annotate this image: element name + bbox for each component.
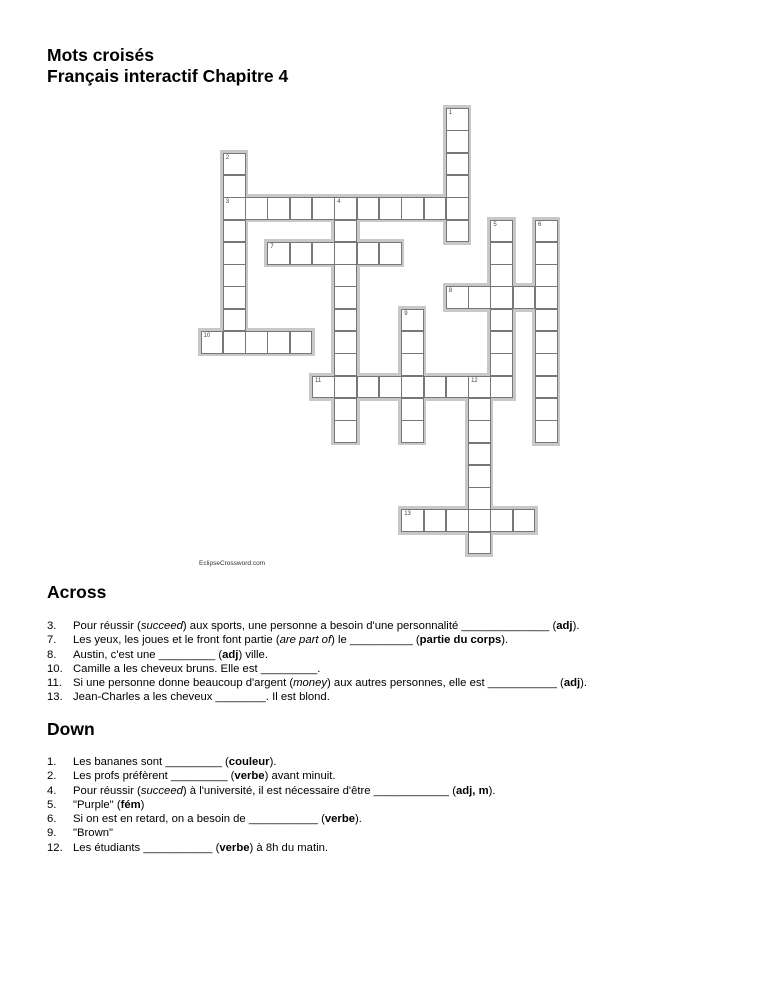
grid-cell[interactable] [223, 309, 246, 332]
clue-text: Camille a les cheveux bruns. Elle est _________. [73, 662, 321, 675]
grid-cell[interactable] [379, 376, 402, 399]
grid-cell[interactable] [513, 286, 536, 309]
grid-cell[interactable] [468, 532, 491, 555]
grid-cell[interactable] [401, 197, 424, 220]
clue-number-label: 8 [448, 288, 453, 295]
clue-text: Si on est en retard, on a besoin de ___________ (verbe). [73, 813, 362, 826]
grid-cell[interactable] [201, 331, 224, 354]
grid-cell[interactable] [290, 197, 313, 220]
grid-cell[interactable] [334, 286, 357, 309]
clue-number: 2. [47, 770, 57, 783]
clue-number-label: 9 [404, 310, 408, 317]
grid-cell[interactable] [401, 509, 424, 532]
clue-number: 6. [47, 813, 57, 826]
grid-cell[interactable] [267, 331, 290, 354]
clue-text: "Purple" (fém) [73, 798, 145, 811]
grid-cell[interactable] [535, 242, 558, 265]
clue-number: 7. [47, 634, 57, 647]
clue-number-label: 12 [471, 377, 478, 384]
grid-cell[interactable] [357, 376, 380, 399]
grid-cell[interactable] [535, 353, 558, 376]
grid-cell[interactable] [401, 309, 424, 332]
clue-number: 13. [47, 691, 63, 704]
grid-cell[interactable] [334, 220, 357, 243]
grid-cell[interactable] [490, 509, 513, 532]
credit-text: EclipseCrossword.com [199, 560, 266, 567]
clue-number: 4. [47, 784, 57, 797]
grid-cell[interactable] [334, 398, 357, 421]
grid-cell[interactable] [334, 353, 357, 376]
grid-cell[interactable] [490, 353, 513, 376]
clue-number-label: 4 [337, 199, 341, 206]
grid-cell[interactable] [334, 420, 357, 443]
clue-number-label: 1 [448, 110, 453, 116]
clue-text: Austin, c'est une _________ (adj) ville. [73, 648, 268, 661]
grid-cell[interactable] [223, 220, 246, 243]
clue-number: 1. [47, 756, 57, 768]
grid-cell[interactable] [446, 153, 469, 176]
page-title-line-1: Mots croisés [47, 45, 154, 65]
clue-text: Pour réussir (succeed) aux sports, une personne a besoin d'une personnalité ______________ (adj). [73, 620, 580, 632]
clue-number: 11. [47, 677, 62, 690]
grid-cell[interactable] [334, 197, 357, 220]
grid-cell[interactable] [401, 353, 424, 376]
clue-number-label: 11 [315, 377, 322, 384]
grid-cell[interactable] [312, 242, 335, 265]
grid-cell[interactable] [535, 220, 558, 243]
grid-cell[interactable] [535, 398, 558, 421]
page-title-line-2: Français interactif Chapitre 4 [47, 66, 289, 86]
grid-cell[interactable] [245, 331, 268, 354]
clue-number-label: 10 [203, 333, 211, 339]
grid-cell[interactable] [446, 197, 469, 220]
grid-cell[interactable] [357, 242, 380, 265]
grid-cell[interactable] [535, 376, 558, 399]
clue-number-label: 6 [538, 221, 542, 228]
clue-number-label: 3 [225, 199, 230, 206]
clue-text: Les yeux, les joues et le front font partie (are part of) le __________ (partie du corps). [73, 634, 509, 647]
grid-cell[interactable] [334, 242, 357, 265]
grid-cell[interactable] [334, 264, 357, 287]
clue-number-label: 7 [270, 243, 274, 250]
grid-cell[interactable] [468, 465, 491, 488]
grid-cell[interactable] [290, 331, 313, 354]
grid-cell[interactable] [401, 398, 424, 421]
grid-cell[interactable] [446, 286, 469, 309]
clue-number: 5. [47, 798, 57, 811]
grid-cell[interactable] [490, 220, 513, 243]
grid-cell[interactable] [223, 197, 246, 220]
grid-cell[interactable] [401, 420, 424, 443]
grid-cell[interactable] [312, 376, 335, 399]
grid-cell[interactable] [490, 242, 513, 265]
grid-cell[interactable] [535, 264, 558, 287]
clue-number-label: 2 [225, 154, 230, 161]
clue-number-label: 5 [493, 221, 497, 228]
grid-cell[interactable] [446, 509, 469, 532]
clue-text: Jean-Charles a les cheveux ________. Il est blond. [73, 691, 330, 704]
across-heading: Across [47, 582, 107, 602]
grid-cell[interactable] [468, 420, 491, 443]
grid-cell[interactable] [468, 487, 491, 510]
clue-number: 10. [47, 662, 63, 675]
grid-cell[interactable] [490, 309, 513, 332]
grid-cell[interactable] [535, 420, 558, 443]
grid-cell[interactable] [446, 220, 469, 243]
grid-cell[interactable] [468, 398, 491, 421]
clue-number: 8. [47, 648, 57, 661]
clue-number-label: 13 [404, 511, 411, 518]
clue-number: 3. [47, 620, 57, 632]
grid-cell[interactable] [223, 175, 246, 198]
grid-cell[interactable] [468, 443, 491, 466]
grid-cell[interactable] [379, 242, 402, 265]
grid-cell[interactable] [334, 309, 357, 332]
grid-cell[interactable] [535, 309, 558, 332]
clue-text: Pour réussir (succeed) à l'université, il est nécessaire d'être ____________ (adj, m). [73, 784, 496, 797]
grid-cell[interactable] [223, 286, 246, 309]
grid-cell[interactable] [490, 376, 513, 399]
grid-cell[interactable] [223, 242, 246, 265]
grid-cell[interactable] [468, 509, 491, 532]
grid-cell[interactable] [424, 376, 447, 399]
grid-cell[interactable] [446, 108, 469, 131]
clue-text: Les étudiants ___________ (verbe) à 8h du matin. [73, 841, 329, 854]
grid-cell[interactable] [223, 153, 246, 176]
grid-cell[interactable] [290, 242, 313, 265]
down-heading: Down [47, 719, 95, 739]
grid-cell[interactable] [490, 264, 513, 287]
grid-cell[interactable] [401, 376, 424, 399]
grid-cell[interactable] [245, 197, 268, 220]
grid-cell[interactable] [267, 242, 290, 265]
grid-cell[interactable] [267, 197, 290, 220]
grid-cell[interactable] [334, 376, 357, 399]
grid-cell[interactable] [334, 331, 357, 354]
grid-cell[interactable] [446, 130, 469, 153]
grid-cell[interactable] [312, 197, 335, 220]
grid-cell[interactable] [379, 197, 402, 220]
clue-number: 12. [47, 841, 63, 854]
grid-cell[interactable] [446, 376, 469, 399]
grid-cell[interactable] [513, 509, 536, 532]
grid-cell[interactable] [424, 509, 447, 532]
clue-text: Les profs préfèrent _________ (verbe) avant minuit. [73, 770, 336, 783]
grid-cell[interactable] [223, 264, 246, 287]
grid-cell[interactable] [535, 286, 558, 309]
grid-cell[interactable] [424, 197, 447, 220]
grid-cell[interactable] [490, 331, 513, 354]
grid-cell[interactable] [401, 331, 424, 354]
grid-cell[interactable] [446, 175, 469, 198]
grid-cell[interactable] [535, 331, 558, 354]
clue-text: "Brown" [73, 827, 114, 840]
clue-text: Les bananes sont _________ (couleur). [73, 756, 277, 768]
grid-cell[interactable] [468, 376, 491, 399]
clue-number: 9. [47, 827, 57, 840]
grid-cell[interactable] [357, 197, 380, 220]
grid-cell[interactable] [490, 286, 513, 309]
grid-cell[interactable] [223, 331, 246, 354]
clue-text: Si une personne donne beaucoup d'argent (money) aux autres personnes, elle est ___________ (adj). [73, 677, 588, 690]
grid-cell[interactable] [468, 286, 491, 309]
